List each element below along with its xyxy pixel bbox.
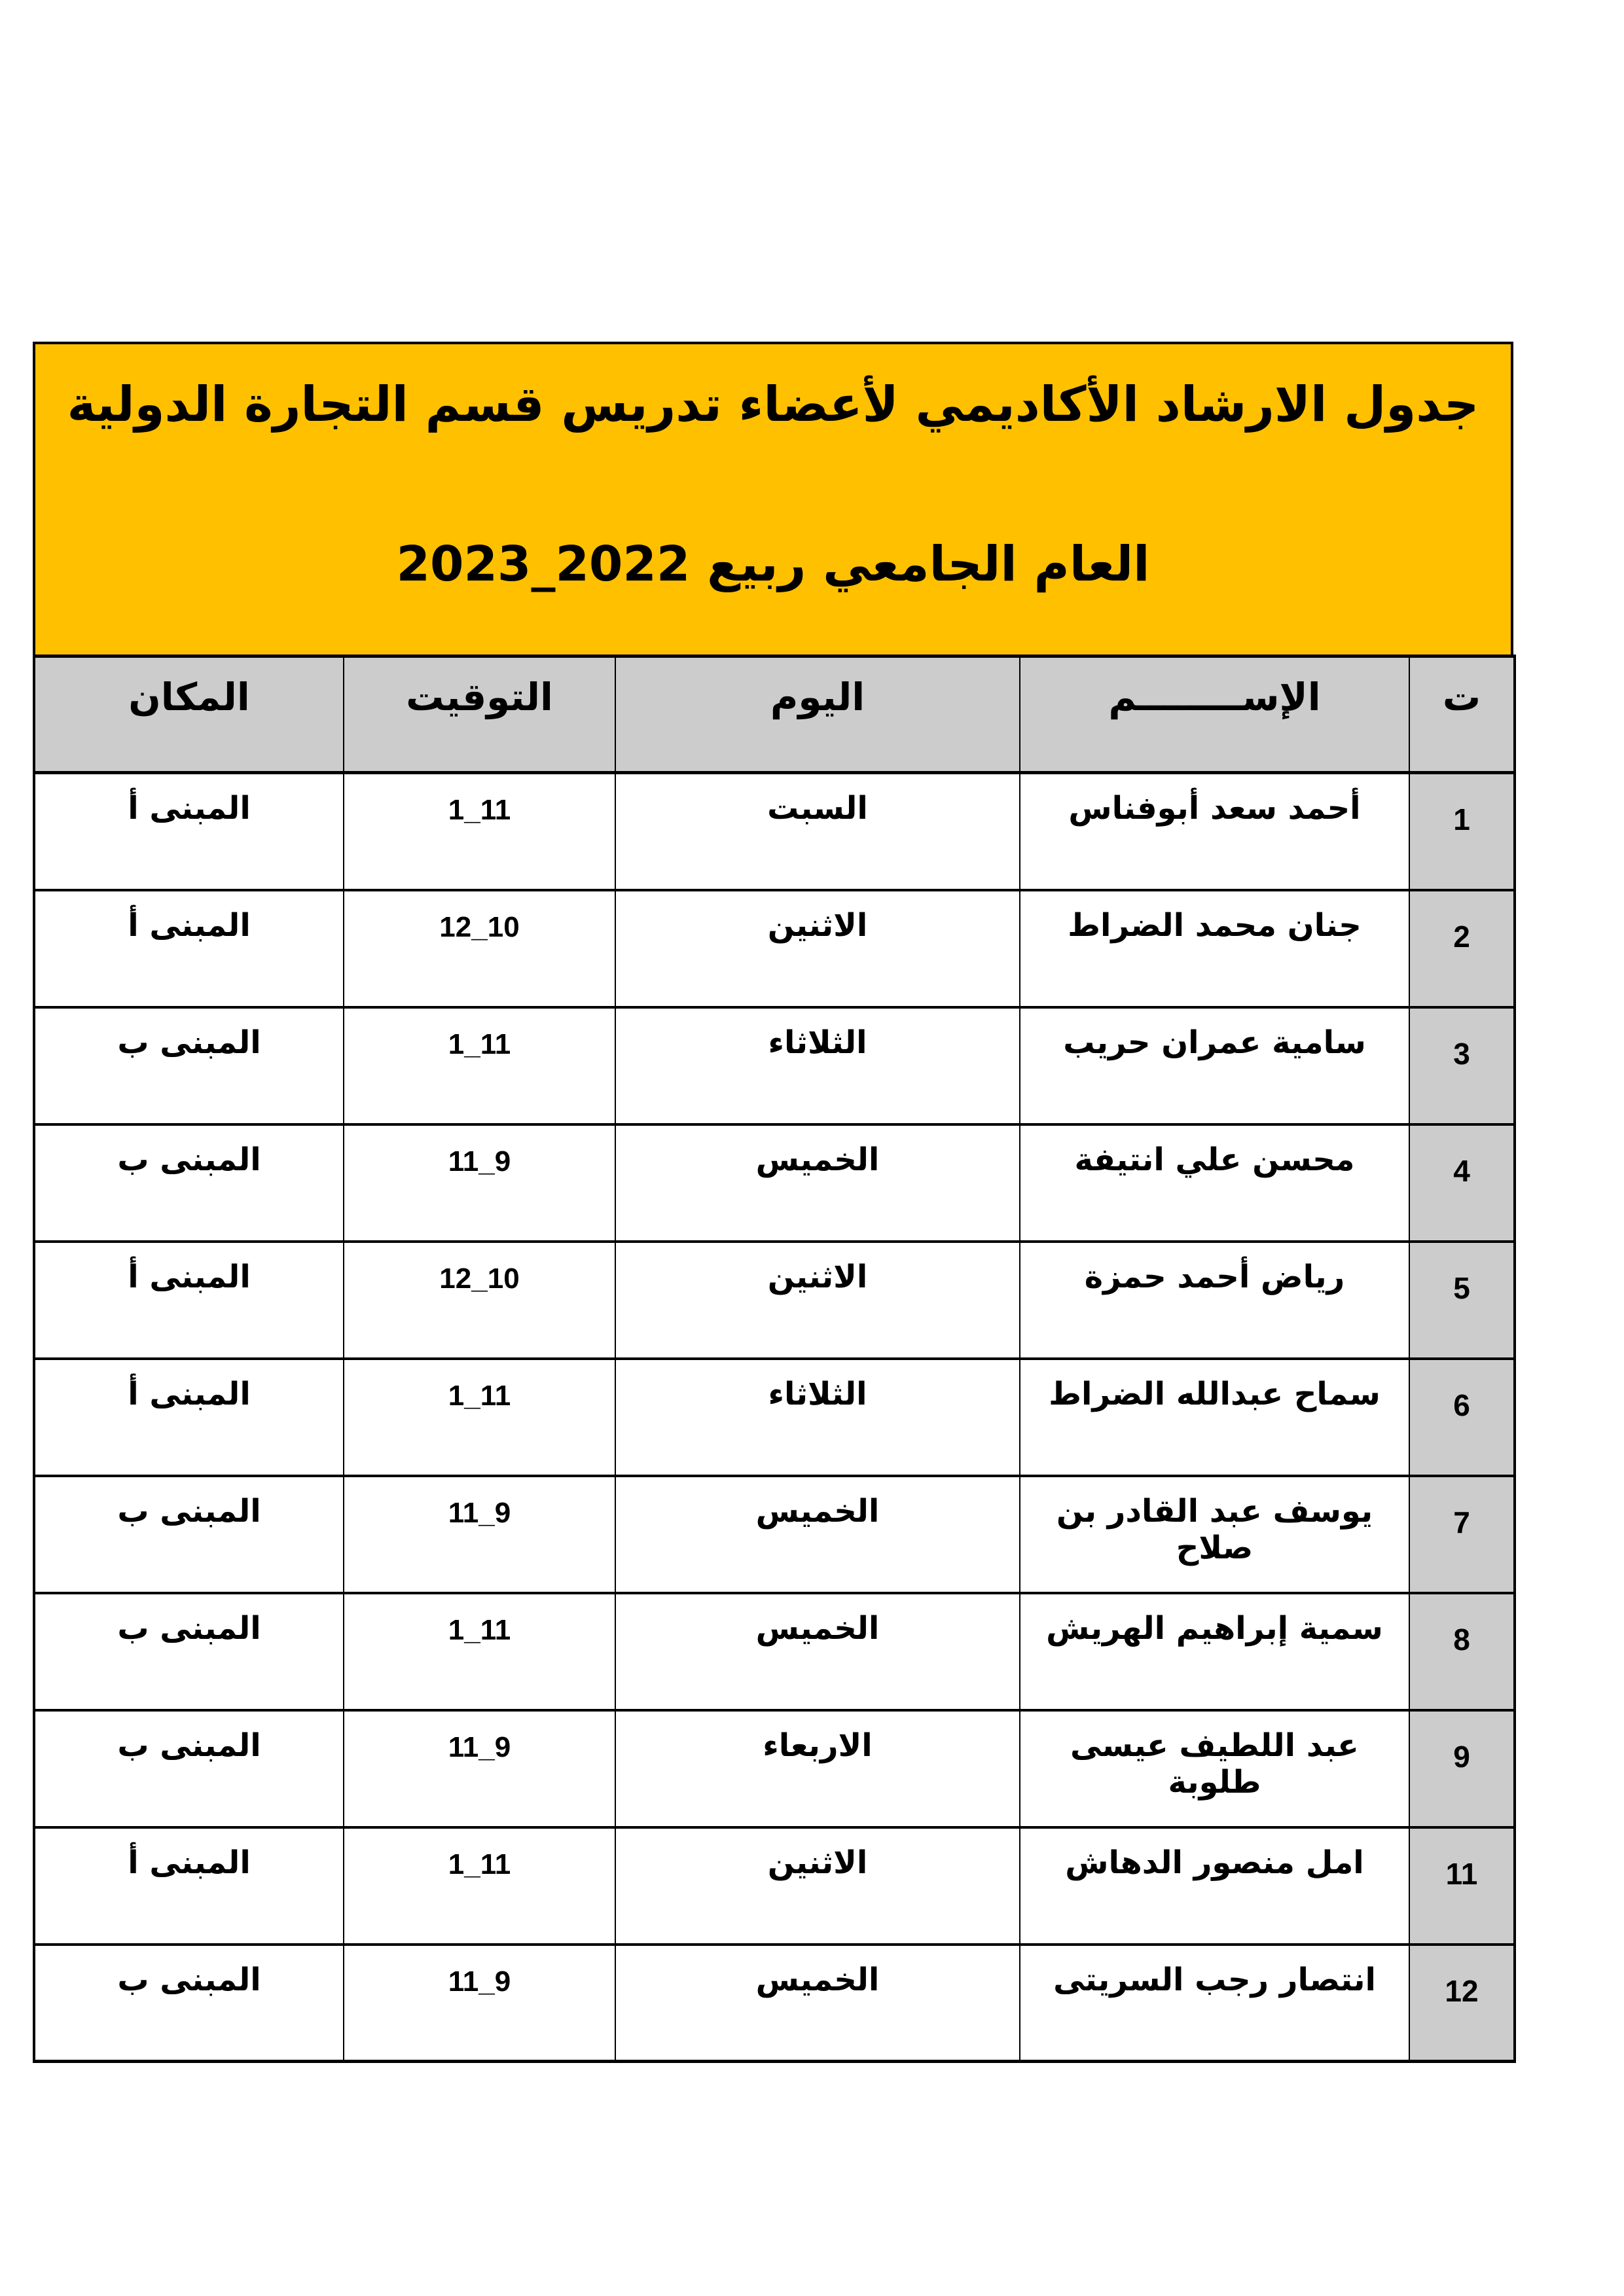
faculty-name: سماح عبدالله الضراط [1020,1359,1409,1476]
table-row [34,1242,1515,1359]
advising-day: الخميس [615,1593,1020,1710]
advising-day: الثلاثاء [615,1007,1020,1124]
row-number: 4 [1409,1124,1515,1242]
title-band [33,342,1513,655]
faculty-name: جنان محمد الضراط [1020,890,1409,1007]
table-row [34,1007,1515,1124]
advising-time: 9_11 [344,1476,615,1593]
advising-time: 11_1 [344,773,615,890]
document-title: جدول الارشاد الأكاديمي لأعضاء تدريس قسم التجارة الدولية [67,376,1479,433]
table-row [34,773,1515,890]
advising-place: المبنى ب [34,1710,344,1827]
table-row [34,1593,1515,1710]
faculty-name: محسن علي انتيفة [1020,1124,1409,1242]
advising-day: الثلاثاء [615,1359,1020,1476]
table-row [34,1359,1515,1476]
header-day: اليوم [615,656,1020,773]
advising-time: 10_12 [344,1242,615,1359]
advising-place: المبنى أ [34,1359,344,1476]
advising-day: الخميس [615,1476,1020,1593]
faculty-name: سمية إبراهيم الهريش [1020,1593,1409,1710]
faculty-name: أحمد سعد أبوفناس [1020,773,1409,890]
row-number: 5 [1409,1242,1515,1359]
table-row [34,1476,1515,1593]
row-number: 7 [1409,1476,1515,1593]
advising-place: المبنى أ [34,1242,344,1359]
schedule-document [33,342,1513,2063]
table-row [34,1124,1515,1242]
row-number: 8 [1409,1593,1515,1710]
header-place: المكان [34,656,344,773]
advising-day: الاثنين [615,890,1020,1007]
advising-place: المبنى ب [34,1945,344,2062]
row-number: 11 [1409,1827,1515,1945]
table-row [34,1945,1515,2062]
advising-time: 9_11 [344,1945,615,2062]
advising-day: الاربعاء [615,1710,1020,1827]
advising-time: 11_1 [344,1359,615,1476]
advising-place: المبنى أ [34,1827,344,1945]
advising-time: 11_1 [344,1007,615,1124]
advising-time: 11_1 [344,1827,615,1945]
table-row [34,1710,1515,1827]
row-number: 1 [1409,773,1515,890]
advising-time: 9_11 [344,1124,615,1242]
advising-place: المبنى ب [34,1476,344,1593]
advising-place: المبنى أ [34,773,344,890]
table-header-row [34,656,1515,773]
advising-day: الاثنين [615,1242,1020,1359]
table-row [34,890,1515,1007]
advising-schedule-table [33,655,1516,2063]
advising-day: الاثنين [615,1827,1020,1945]
advising-place: المبنى أ [34,890,344,1007]
header-time: التوقيت [344,656,615,773]
faculty-name: رياض أحمد حمزة [1020,1242,1409,1359]
advising-day: الخميس [615,1124,1020,1242]
row-number: 3 [1409,1007,1515,1124]
header-name: الإســــــــم [1020,656,1409,773]
row-number: 2 [1409,890,1515,1007]
faculty-name: امل منصور الدهاش [1020,1827,1409,1945]
row-number: 9 [1409,1710,1515,1827]
advising-place: المبنى ب [34,1124,344,1242]
advising-time: 10_12 [344,890,615,1007]
row-number: 6 [1409,1359,1515,1476]
advising-place: المبنى ب [34,1007,344,1124]
advising-time: 11_1 [344,1593,615,1710]
advising-day: الخميس [615,1945,1020,2062]
row-number: 12 [1409,1945,1515,2062]
faculty-name: انتصار رجب السريتى [1020,1945,1409,2062]
advising-place: المبنى ب [34,1593,344,1710]
academic-term-subtitle: العام الجامعي ربيع 2022_2023 [396,536,1150,592]
faculty-name: سامية عمران حريب [1020,1007,1409,1124]
advising-day: السبت [615,773,1020,890]
header-number: ت [1409,656,1515,773]
faculty-name: عبد اللطيف عيسى طلوبة [1020,1710,1409,1827]
table-row [34,1827,1515,1945]
advising-time: 9_11 [344,1710,615,1827]
faculty-name: يوسف عبد القادر بن صلاح [1020,1476,1409,1593]
